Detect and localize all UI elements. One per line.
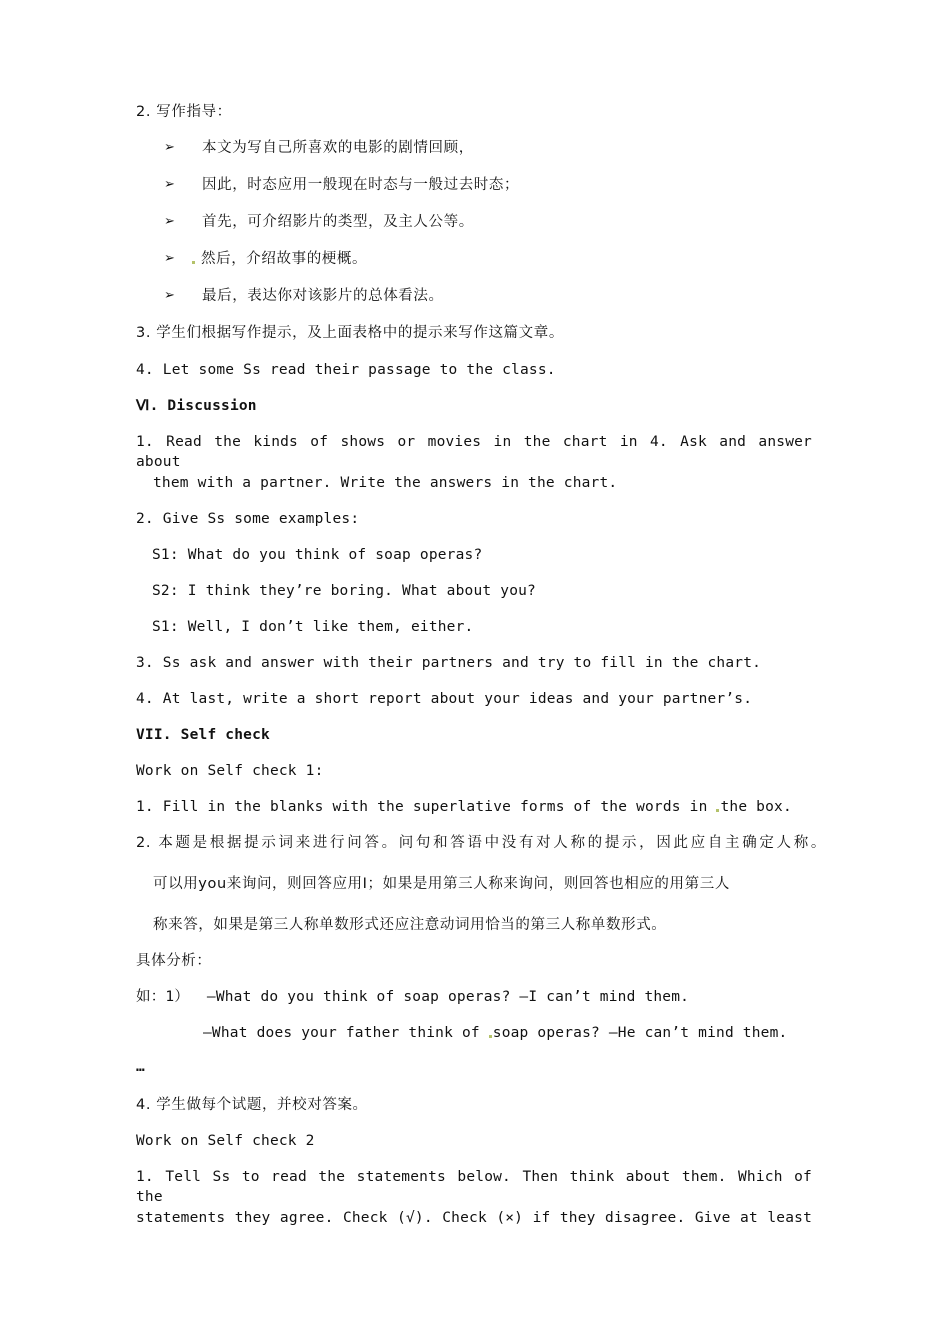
discussion-item-3: 3. Ss ask and answer with their partners and try to fill in the chart. — [136, 655, 762, 671]
writing-guide-heading: 2. 写作指导： — [136, 104, 232, 120]
example-2-pre: —What does your father think of — [203, 1025, 480, 1041]
example-2-post: soap operas? —He can’t mind them. — [492, 1025, 788, 1041]
arrow-bullet-icon: ➢ — [164, 288, 175, 303]
arrow-bullet-icon: ➢ — [164, 177, 175, 192]
guide-bullet-3: 首先，可介绍影片的类型，及主人公等。 — [202, 214, 474, 230]
discussion-item-1b: them with a partner. Write the answers in the chart. — [153, 475, 618, 491]
self-check-2-item-1a: 1. Tell Ss to read the statements below. Then think about them. Which of the — [136, 1169, 812, 1205]
self-check-item-1-pre: 1. Fill in the blanks with the superlative forms of the words in — [136, 799, 708, 815]
guide-bullet-4 — [192, 249, 367, 269]
step-3: 3. 学生们根据写作提示，及上面表格中的提示来写作这篇文章。 — [136, 325, 564, 341]
mark-dot-icon — [489, 1035, 492, 1038]
ellipsis: … — [136, 1059, 145, 1075]
example-2 — [203, 1023, 787, 1043]
example-s2: S2: I think they’re boring. What about you? — [152, 583, 536, 599]
guide-bullet-2: 因此，时态应用一般现在时态与一般过去时态； — [202, 177, 520, 193]
guide-bullet-5: 最后，表达你对该影片的总体看法。 — [202, 288, 444, 304]
self-check-heading: VII. Self check — [136, 727, 270, 743]
work-self-check-2: Work on Self check 2 — [136, 1133, 315, 1149]
self-check-2-item-1b: statements they agree. Check (√). Check (×) if they disagree. Give at least — [136, 1210, 812, 1226]
self-check-item-1-post: the box. — [720, 799, 792, 815]
self-check-item-4: 4. 学生做每个试题，并校对答案。 — [136, 1097, 368, 1113]
example-s1a: S1: What do you think of soap operas? — [152, 547, 483, 563]
self-check-item-2b: 可以用you来询问，则回答应用I；如果是用第三人称来询问，则回答也相应的用第三人 — [153, 876, 730, 892]
self-check-item-2a: 2. 本题是根据提示词来进行问答。问句和答语中没有对人称的提示，因此应自主确定人称。 — [136, 835, 826, 851]
discussion-item-2: 2. Give Ss some examples: — [136, 511, 360, 527]
discussion-item-1a: 1. Read the kinds of shows or movies in the chart in 4. Ask and answer about — [136, 434, 812, 470]
arrow-bullet-icon: ➢ — [164, 251, 175, 266]
mark-dot-icon — [192, 261, 195, 264]
work-self-check-1: Work on Self check 1: — [136, 763, 324, 779]
example-1: 如：1） —What do you think of soap operas? —I can’t mind them. — [136, 989, 690, 1005]
discussion-item-4: 4. At last, write a short report about your ideas and your partner’s. — [136, 691, 753, 707]
guide-bullet-4-text: 然后，介绍故事的梗概。 — [201, 251, 368, 267]
discussion-heading: Ⅵ. Discussion — [136, 398, 257, 414]
guide-bullet-1: 本文为写自己所喜欢的电影的剧情回顾， — [202, 140, 474, 156]
self-check-item-2c: 称来答，如果是第三人称单数形式还应注意动词用恰当的第三人称单数形式。 — [153, 917, 667, 933]
analysis-label: 具体分析： — [136, 953, 212, 969]
example-s1b: S1: Well, I don’t like them, either. — [152, 619, 474, 635]
step-4: 4. Let some Ss read their passage to the class. — [136, 362, 556, 378]
mark-dot-icon — [716, 809, 719, 812]
arrow-bullet-icon: ➢ — [164, 140, 175, 155]
self-check-item-1 — [136, 797, 792, 817]
arrow-bullet-icon: ➢ — [164, 214, 175, 229]
